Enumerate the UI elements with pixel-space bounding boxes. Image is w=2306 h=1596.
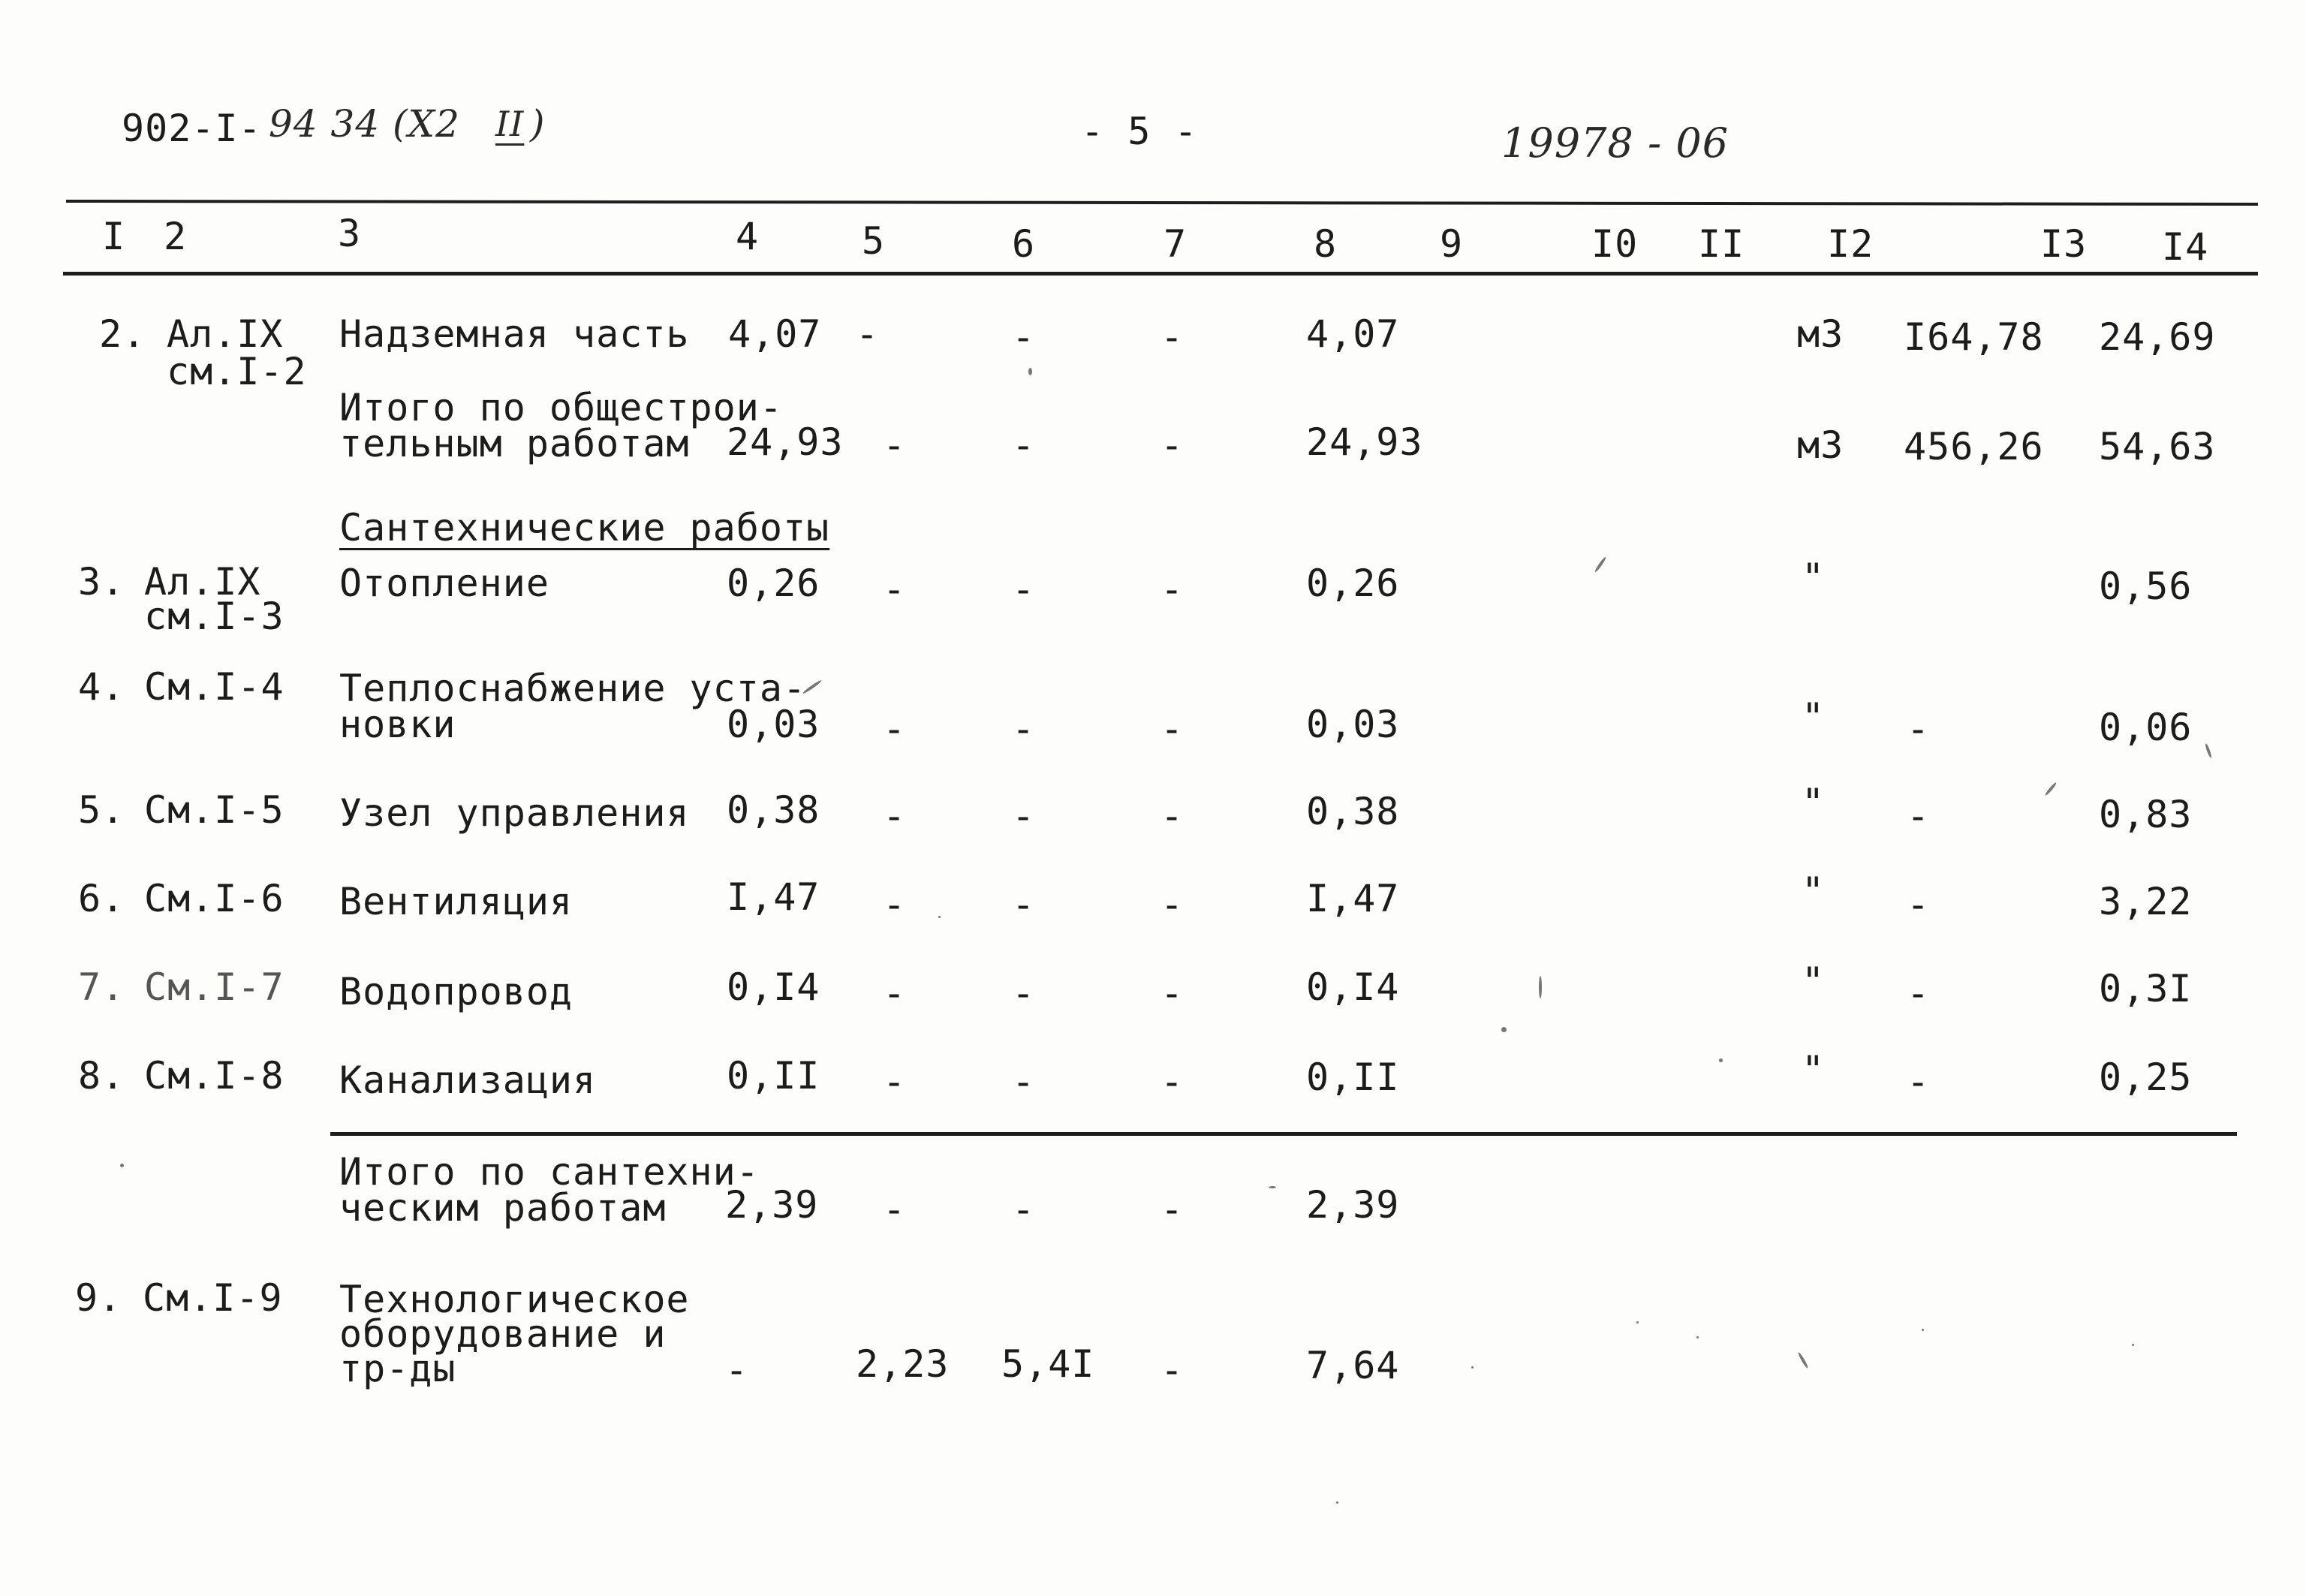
row-reference: см.I-3 — [144, 595, 284, 638]
cell-col5: - — [883, 971, 907, 1015]
cell-col6: - — [1012, 315, 1036, 359]
cell-col13: - — [1907, 1060, 1931, 1104]
cell-col8: 2,39 — [1306, 1183, 1400, 1227]
cell-col13: I64,78 — [1904, 315, 2044, 359]
cell-col8: 0,26 — [1306, 562, 1400, 605]
row-number: 8. — [78, 1054, 125, 1098]
cell-col7: - — [1161, 883, 1185, 926]
column-header: 4 — [736, 215, 760, 258]
cell-col4: - — [725, 1348, 749, 1392]
cell-col4: 0,03 — [727, 703, 820, 746]
cell-col4: I,47 — [727, 875, 820, 919]
row-reference: См.I-9 — [143, 1276, 283, 1320]
cell-col8: 4,07 — [1306, 312, 1400, 356]
row-number: 7. — [78, 965, 125, 1009]
cell-col12: " — [1802, 781, 1826, 824]
column-header: 2 — [164, 215, 188, 258]
cell-col4: 24,93 — [727, 420, 844, 464]
row-name: Вентиляция — [339, 880, 573, 923]
document-code-handwritten-close: ) — [530, 102, 546, 146]
column-header: I — [102, 215, 126, 258]
row-name: ческим работам — [339, 1186, 667, 1230]
cell-col5: - — [883, 423, 907, 467]
cell-col12: " — [1802, 1048, 1826, 1092]
row-name: Надземная часть — [339, 312, 690, 356]
row-reference: см.I-2 — [167, 350, 307, 393]
row-name: Технологическое — [339, 1278, 690, 1321]
cell-col8: 0,03 — [1306, 703, 1400, 746]
header-bottom-rule — [63, 272, 2258, 276]
row-name: оборудование и — [339, 1312, 667, 1356]
column-header: 7 — [1164, 222, 1188, 266]
cell-col12: м3 — [1797, 423, 1844, 467]
cell-col14: 3,22 — [2099, 880, 2193, 923]
cell-col6: - — [1012, 707, 1036, 751]
row-number: 6. — [78, 877, 125, 920]
cell-col8: 24,93 — [1306, 420, 1423, 464]
cell-col4: 4,07 — [728, 312, 822, 356]
cell-col7: - — [1161, 315, 1185, 359]
cell-col12: " — [1802, 869, 1826, 913]
column-header: 8 — [1314, 222, 1338, 266]
row-name: Теплоснабжение уста- — [339, 667, 807, 710]
cell-col5: 2,23 — [856, 1342, 950, 1386]
row-number: 3. — [78, 560, 125, 604]
column-header: 3 — [338, 212, 362, 255]
cell-col6: - — [1012, 568, 1036, 611]
page-number: - 5 - — [1081, 110, 1198, 153]
cell-col12: " — [1802, 556, 1826, 599]
document-code-typed: 902-I- — [122, 107, 262, 150]
cell-col14: 0,83 — [2099, 793, 2193, 836]
cell-col14: 24,69 — [2099, 315, 2216, 359]
cell-col6: - — [1012, 1060, 1036, 1104]
column-header: I2 — [1827, 222, 1874, 266]
cell-col5: - — [856, 312, 880, 356]
column-header: I4 — [2162, 225, 2209, 269]
cell-col13: - — [1907, 971, 1931, 1015]
inventory-number: 19978 - 06 — [1501, 119, 1730, 167]
row-name: новки — [339, 703, 456, 746]
cell-col14: 0,3I — [2099, 967, 2193, 1010]
row-reference: См.I-5 — [144, 788, 284, 832]
row-name: тр-ды — [339, 1347, 456, 1390]
cell-col8: 0,38 — [1306, 790, 1400, 833]
cell-col14: 0,25 — [2099, 1055, 2193, 1099]
cell-col5: - — [883, 794, 907, 838]
document-code-handwritten: 94 34 (Х2 — [269, 102, 460, 146]
column-header: II — [1698, 222, 1745, 266]
cell-col7: - — [1161, 1348, 1185, 1392]
cell-col13: - — [1907, 794, 1931, 838]
cell-col14: 0,56 — [2099, 565, 2193, 608]
row-reference: См.I-6 — [144, 877, 284, 920]
row-name: тельным работам — [339, 422, 690, 465]
row-number: 4. — [78, 665, 125, 709]
cell-col7: - — [1161, 707, 1185, 751]
row-name: Итого по общестрои- — [339, 386, 783, 429]
cell-col14: 0,06 — [2099, 706, 2193, 749]
cell-col6: - — [1012, 883, 1036, 926]
row-name: Итого по сантехни- — [339, 1150, 760, 1194]
cell-col7: - — [1161, 423, 1185, 467]
cell-col14: 54,63 — [2099, 425, 2216, 468]
column-header: I3 — [2040, 222, 2088, 266]
row-number: 2. — [99, 312, 146, 356]
cell-col8: I,47 — [1306, 877, 1400, 920]
column-header: I0 — [1591, 222, 1639, 266]
column-header: 5 — [862, 219, 886, 263]
cell-col7: - — [1161, 1188, 1185, 1231]
cell-col4: 0,38 — [727, 788, 820, 832]
column-header: 6 — [1012, 222, 1036, 266]
cell-col12: " — [1802, 695, 1826, 739]
cell-col5: - — [883, 1060, 907, 1104]
cell-col12: " — [1802, 959, 1826, 1003]
row-reference: См.I-7 — [144, 965, 284, 1009]
cell-col7: - — [1161, 794, 1185, 838]
row-reference: См.I-8 — [144, 1054, 284, 1098]
column-header: 9 — [1440, 222, 1464, 266]
cell-col13: - — [1907, 707, 1931, 751]
cell-col8: 0,I4 — [1306, 965, 1400, 1009]
row-name: Канализация — [339, 1058, 597, 1102]
row-number: 5. — [78, 788, 125, 832]
section-title: Сантехнические работы — [339, 506, 830, 550]
row-reference: Ал.IX — [167, 312, 284, 356]
cell-col6: - — [1012, 794, 1036, 838]
cell-col5: - — [883, 883, 907, 926]
row-reference: Ал.IX — [144, 560, 261, 604]
cell-col5: - — [883, 707, 907, 751]
cell-col7: - — [1161, 568, 1185, 611]
cell-col7: - — [1161, 971, 1185, 1015]
cell-col6: - — [1012, 971, 1036, 1015]
row-name: Водопровод — [339, 970, 573, 1013]
cell-col6: - — [1012, 423, 1036, 467]
cell-col5: - — [883, 568, 907, 611]
table-top-rule — [66, 200, 2258, 206]
cell-col6: 5,4I — [1001, 1342, 1095, 1386]
subtotal-rule — [330, 1132, 2237, 1136]
row-number: 9. — [75, 1276, 122, 1320]
cell-col4: 0,II — [727, 1054, 820, 1098]
cell-col7: - — [1161, 1060, 1185, 1104]
cell-col4: 0,26 — [727, 562, 820, 605]
cell-col12: м3 — [1797, 312, 1844, 356]
cell-col4: 0,I4 — [727, 965, 820, 1009]
cell-col13: 456,26 — [1904, 425, 2044, 468]
document-sheet-handwritten: II — [495, 104, 525, 144]
row-name: Отопление — [339, 562, 549, 605]
row-reference: См.I-4 — [144, 665, 284, 709]
row-name: Узел управления — [339, 791, 690, 835]
cell-col4: 2,39 — [725, 1183, 819, 1227]
cell-col8: 7,64 — [1306, 1344, 1400, 1387]
cell-col5: - — [883, 1188, 907, 1231]
cell-col6: - — [1012, 1188, 1036, 1231]
cell-col8: 0,II — [1306, 1055, 1400, 1099]
cell-col13: - — [1907, 883, 1931, 926]
